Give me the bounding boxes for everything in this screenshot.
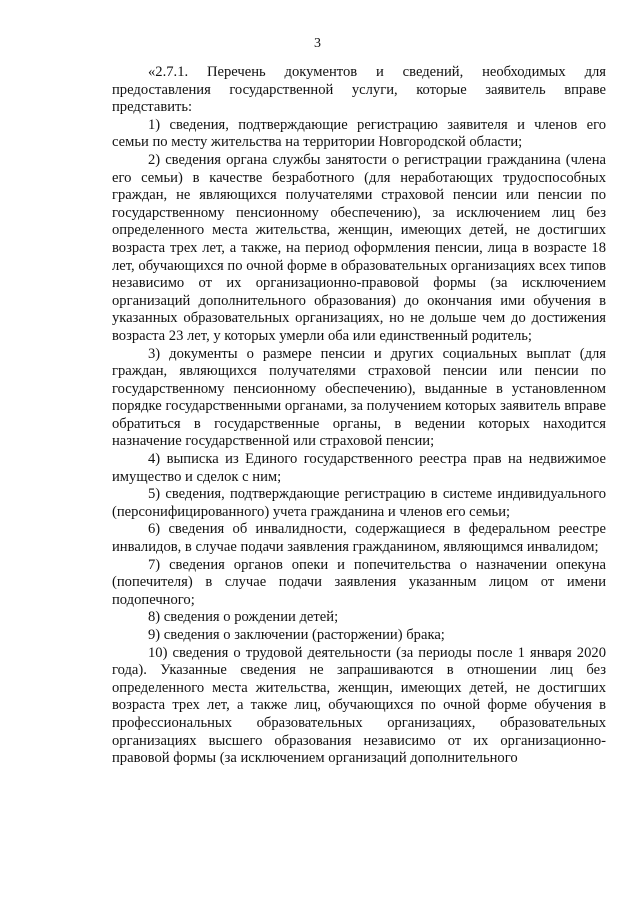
paragraph-item-8: 8) сведения о рождении детей; <box>148 609 339 626</box>
paragraph-item-7: 7) сведения органов опеки и попечительства о назначении опекуна (попечителя) в случае подачи заявления указанным лицом от имени подопечного; <box>112 556 606 608</box>
paragraph-item-1: 1) сведения, подтверждающие регистрацию заявителя и членов его семьи по месту жительства на территории Новгородской области; <box>112 116 606 151</box>
paragraph-item-4: 4) выписка из Единого государственного реестра прав на недвижимое имущество и сделок с ним; <box>112 451 606 485</box>
paragraph-item-9: 9) сведения о заключении (расторжении) брака; <box>148 627 445 643</box>
page-number: 3 <box>314 36 321 51</box>
paragraph-item-6: 6) сведения об инвалидности, содержащиеся в федеральном реестре инвалидов, в случае подачи заявления гражданином, являющимся инвалидом; <box>112 521 606 556</box>
paragraph-intro: «2.7.1. Перечень документов и сведений, необходимых для предоставления государственной услуги, которые заявитель вправе представить: <box>112 64 606 116</box>
paragraph-item-5: 5) сведения, подтверждающие регистрацию в системе индивидуального (персонифицированного) учета гражданина и членов его семьи; <box>112 486 606 520</box>
paragraph-item-10: 10) сведения о трудовой деятельности (за периоды после 1 января 2020 года). Указанные сведения не запрашиваются в отношении лиц без определенного места жительства, женщин, имеющих детей, не достигших возраста трех лет, а также лиц, обучающихся по очной форме обучения в профессиональных образовательных организациях, образовательных организациях высшего образования независимо от их организационно-правовой формы (за исключением организаций дополнительного <box>112 644 606 767</box>
document-body <box>112 64 606 768</box>
paragraph-item-2: 2) сведения органа службы занятости о регистрации гражданина (члена его семьи) в качестве безработного (для неработающих трудоспособных граждан, не являющихся получателями страховой пенсии или пенсии по государственному пенсионному обеспечению), за исключением лиц без определенного места жительства, женщин, имеющих детей, не достигших возраста трех лет, а также, на период оформления пенсии, лица в возрасте 18 лет, обучающихся по очной форме в образовательных организациях всех типов независимо от их организационно-правовой формы (за исключением организаций дополнительного образования) до окончания ими обучения в указанных образовательных организациях, но не дольше чем до достижения возраста 23 лет, у которых умерли оба или единственный родитель; <box>112 151 606 344</box>
paragraph-item-3: 3) документы о размере пенсии и других социальных выплат (для граждан, являющихся получателями страховой пенсии или пенсии по государственному пенсионному обеспечению), выданные в установленном порядке государственными органами, за получением которых заявитель вправе обратиться в государственные органы, в ведении которых находится назначение государственной или страховой пенсии; <box>112 345 606 450</box>
